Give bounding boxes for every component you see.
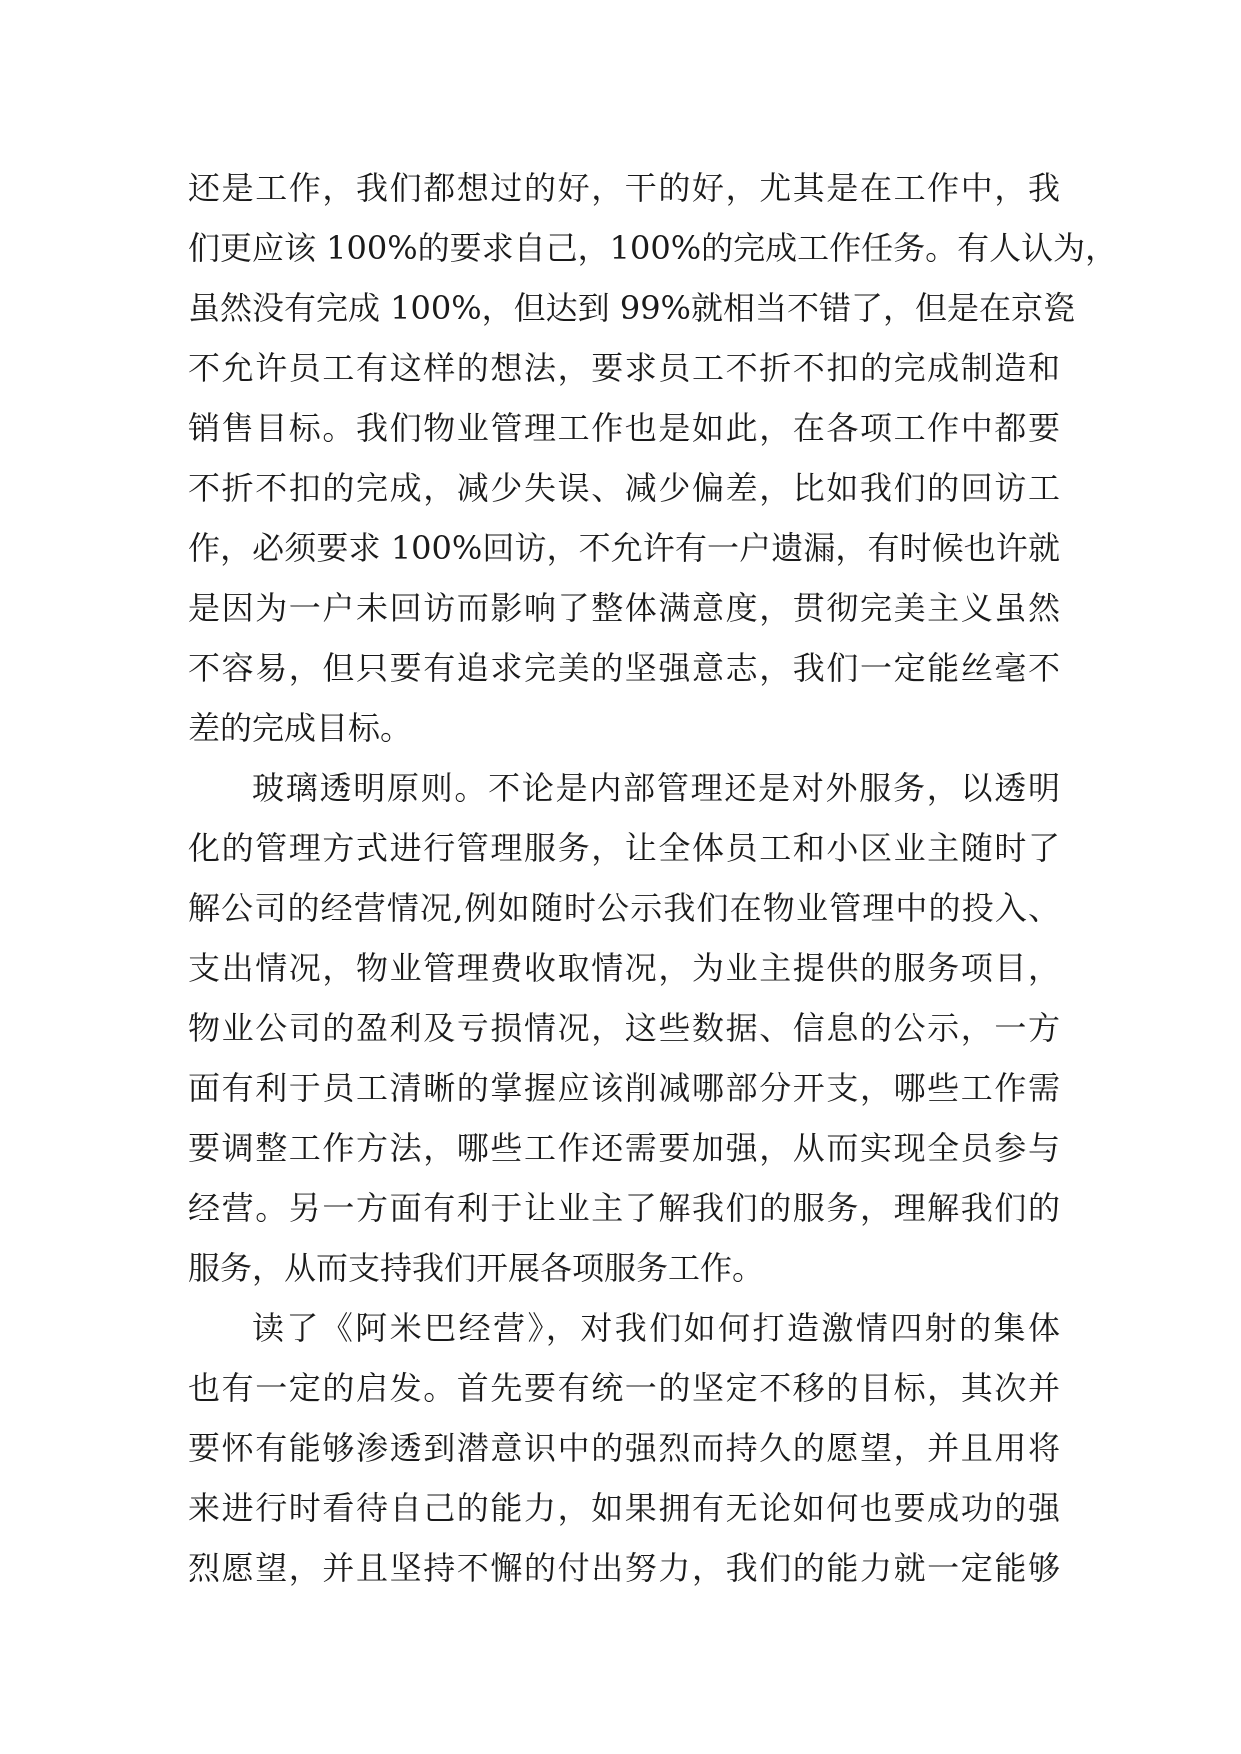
paragraph-3-line-1: 读了《阿米巴经营》，对我们如何打造激情四射的集体: [252, 1309, 1060, 1347]
paragraph-2-line-4: 支出情况，物业管理费收取情况，为业主提供的服务项目，: [188, 949, 1060, 987]
paragraph-1-line-9: 不容易，但只要有追求完美的坚强意志，我们一定能丝毫不: [188, 649, 1060, 687]
paragraph-1-line-8: 是因为一户未回访而影响了整体满意度，贯彻完美主义虽然: [188, 589, 1060, 627]
paragraph-3-line-2: 也有一定的启发。首先要有统一的坚定不移的目标，其次并: [188, 1369, 1060, 1407]
paragraph-1-line-7: 作，必须要求 100%回访，不允许有一户遗漏，有时候也许就: [188, 529, 1060, 567]
paragraph-1-line-5: 销售目标。我们物业管理工作也是如此，在各项工作中都要: [188, 409, 1060, 447]
paragraph-3-line-4: 来进行时看待自己的能力，如果拥有无论如何也要成功的强: [188, 1489, 1060, 1527]
paragraph-2-line-3: 解公司的经营情况,例如随时公示我们在物业管理中的投入、: [188, 889, 1060, 927]
paragraph-3-line-3: 要怀有能够渗透到潜意识中的强烈而持久的愿望，并且用将: [188, 1429, 1060, 1467]
body-text: [188, 158, 1118, 1598]
paragraph-2-line-8: 经营。另一方面有利于让业主了解我们的服务，理解我们的: [188, 1189, 1060, 1227]
paragraph-3-line-5: 烈愿望，并且坚持不懈的付出努力，我们的能力就一定能够: [188, 1549, 1060, 1587]
paragraph-2-line-2: 化的管理方式进行管理服务，让全体员工和小区业主随时了: [188, 829, 1060, 867]
paragraph-2-line-7: 要调整工作方法，哪些工作还需要加强，从而实现全员参与: [188, 1129, 1060, 1167]
paragraph-2-line-6: 面有利于员工清晰的掌握应该削减哪部分开支，哪些工作需: [188, 1069, 1060, 1107]
paragraph-2-line-1: 玻璃透明原则。不论是内部管理还是对外服务，以透明: [252, 769, 1060, 807]
paragraph-2-line-5: 物业公司的盈利及亏损情况，这些数据、信息的公示，一方: [188, 1009, 1060, 1047]
paragraph-1-line-2: 们更应该 100%的要求自己，100%的完成工作任务。有人认为，: [188, 229, 1118, 267]
paragraph-1-line-10: 差的完成目标。: [188, 709, 413, 747]
paragraph-1-line-1: 还是工作，我们都想过的好，干的好，尤其是在工作中，我: [188, 169, 1060, 207]
paragraph-1-line-6: 不折不扣的完成，减少失误、减少偏差，比如我们的回访工: [188, 469, 1060, 507]
paragraph-2-line-9: 服务，从而支持我们开展各项服务工作。: [188, 1249, 765, 1287]
paragraph-1-line-3: 虽然没有完成 100%，但达到 99%就相当不错了，但是在京瓷: [188, 289, 1075, 327]
paragraph-1-line-4: 不允许员工有这样的想法，要求员工不折不扣的完成制造和: [188, 349, 1060, 387]
